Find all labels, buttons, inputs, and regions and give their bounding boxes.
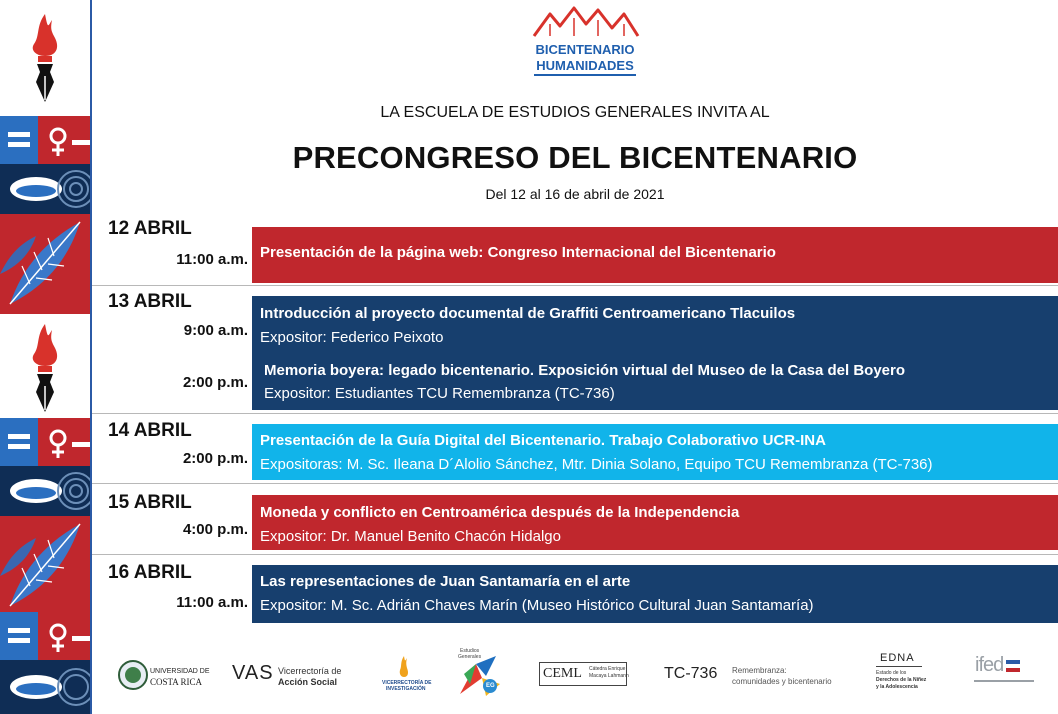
bicentenario-logo <box>520 4 650 90</box>
logo-line-1: BICENTENARIO <box>535 42 635 57</box>
estudios-generales-icon <box>456 654 502 698</box>
divider <box>92 413 1058 414</box>
logo-underline <box>534 74 636 76</box>
session-title: Presentación de la página web: Congreso Internacional del Bicentenario <box>260 244 776 261</box>
ifed-logo: ifed <box>975 654 1004 676</box>
day-label-12: 12 ABRIL <box>108 218 192 239</box>
equality-gender-icon-2 <box>0 418 90 466</box>
vas-line-1: Vicerrectoría de <box>278 666 342 676</box>
edna-divider <box>876 666 922 667</box>
torch-pen-icon <box>0 0 90 112</box>
tc-line-1: Remembranza: <box>732 666 787 675</box>
eye-rings-icon-3 <box>0 660 90 714</box>
session-16-1 <box>252 565 1058 623</box>
page-title: PRECONGRESO DEL BICENTENARIO <box>292 140 858 175</box>
ucr-seal-icon <box>118 660 148 690</box>
session-speaker: Expositor: Dr. Manuel Benito Chacón Hidalgo <box>260 528 561 545</box>
session-title: Introducción al proyecto documental de Graffiti Centroamericano Tlacuilos <box>260 305 796 322</box>
edna-logo: EDNA <box>880 652 915 664</box>
tc-line-2: comunidades y bicentenario <box>732 677 832 686</box>
vi-line-1: VICERRECTORÍA DE <box>382 680 432 686</box>
flame-icon <box>397 654 411 678</box>
leaf-pattern-icon <box>0 214 90 314</box>
tc-logo: TC-736 <box>664 665 718 682</box>
day-label-16: 16 ABRIL <box>108 562 192 583</box>
time-16-1: 11:00 a.m. <box>176 594 248 611</box>
vas-logo: VAS <box>232 662 274 684</box>
time-13-2: 2:00 p.m. <box>182 374 248 391</box>
logo-line-2: HUMANIDADES <box>536 58 634 73</box>
torch-pen-icon-2 <box>0 316 90 416</box>
session-title: Presentación de la Guía Digital del Bicentenario. Trabajo Colaborativo UCR-INA <box>260 432 826 449</box>
divider <box>92 285 1058 286</box>
ceml-line-1: Cátedra Enrique <box>589 666 626 672</box>
session-title-2: Memoria boyera: legado bicentenario. Exposición virtual del Museo de la Casa del Boyero <box>264 362 906 379</box>
day-label-14: 14 ABRIL <box>108 420 192 441</box>
day-label-13: 13 ABRIL <box>108 291 192 312</box>
divider <box>92 483 1058 484</box>
session-title: Las representaciones de Juan Santamaría en el arte <box>260 573 631 590</box>
ifed-mark-icon <box>1006 660 1020 672</box>
vi-line-2: INVESTIGACIÓN <box>386 686 426 692</box>
session-13 <box>252 296 1058 410</box>
eye-rings-icon-2 <box>0 466 90 516</box>
session-speaker: Expositor: Federico Peixoto <box>260 329 444 346</box>
leaf-pattern-icon-2 <box>0 516 90 616</box>
eg-badge: EG <box>486 683 495 689</box>
mountains-icon <box>520 4 650 42</box>
ceml-line-2: Macaya Lahmann <box>589 673 629 679</box>
session-title: Moneda y conflicto en Centroamérica después de la Independencia <box>260 504 740 521</box>
session-12-1 <box>252 227 1058 283</box>
time-13-1: 9:00 a.m. <box>183 322 248 339</box>
date-range: Del 12 al 16 de abril de 2021 <box>485 186 665 202</box>
edna-line-2: Derechos de la Niñez <box>876 677 927 683</box>
ucr-line-2: COSTA RICA <box>150 677 203 687</box>
edna-line-3: y la Adolescencia <box>876 684 918 690</box>
eg-line-2: Generales <box>458 654 482 660</box>
session-speaker-2: Expositor: Estudiantes TCU Remembranza (TC-736) <box>264 385 615 402</box>
ifed-underline <box>974 680 1034 682</box>
session-speaker: Expositoras: M. Sc. Ileana D´Alolio Sánchez, Mtr. Dinia Solano, Equipo TCU Remembranza (TC-736) <box>260 456 933 473</box>
sponsor-logos <box>92 626 1058 714</box>
equality-gender-icon-3 <box>0 612 90 660</box>
session-14-1 <box>252 424 1058 480</box>
ucr-line-1: UNIVERSIDAD DE <box>150 668 210 675</box>
ceml-logo: CEML <box>543 666 582 681</box>
session-speaker: Expositor: M. Sc. Adrián Chaves Marín (Museo Histórico Cultural Juan Santamaría) <box>260 597 814 614</box>
eg-line-1: Estudios <box>460 648 480 654</box>
edna-line-1: Estado de los <box>876 670 907 676</box>
day-label-15: 15 ABRIL <box>108 492 192 513</box>
session-15-1 <box>252 495 1058 550</box>
time-12-1: 11:00 a.m. <box>176 251 248 268</box>
divider <box>92 554 1058 555</box>
invite-text: LA ESCUELA DE ESTUDIOS GENERALES INVITA AL <box>380 104 770 121</box>
time-15-1: 4:00 p.m. <box>182 521 248 538</box>
vas-line-2: Acción Social <box>278 677 338 687</box>
time-14-1: 2:00 p.m. <box>182 450 248 467</box>
